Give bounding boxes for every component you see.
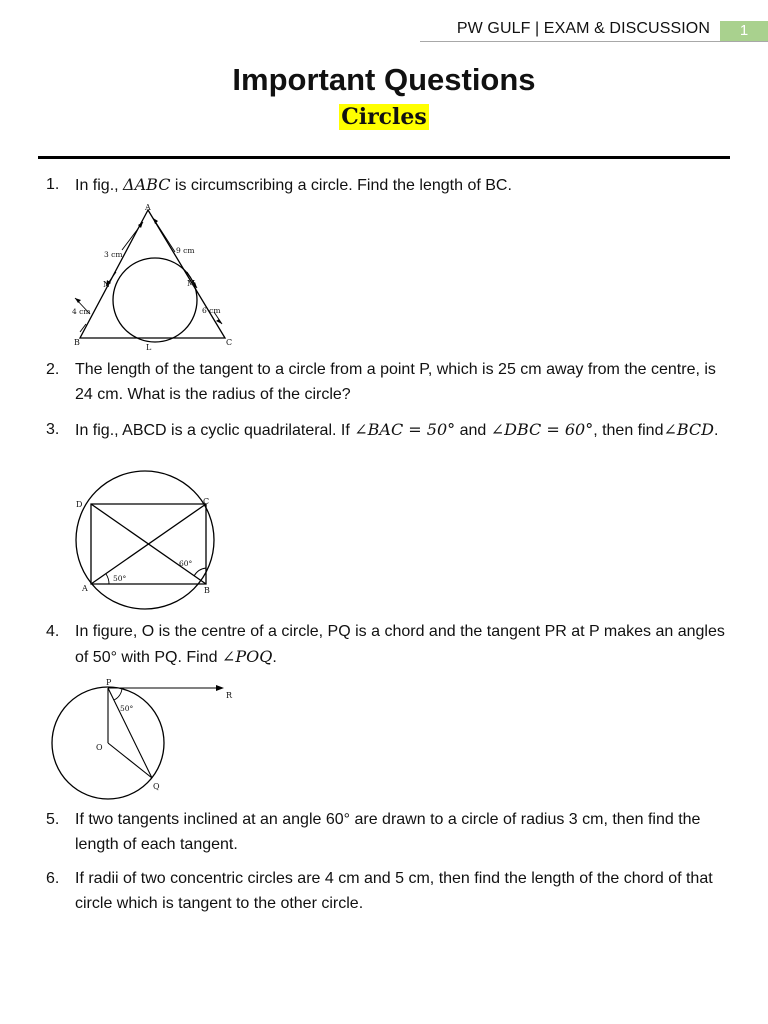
text-run: . — [714, 422, 719, 439]
label-a: A — [145, 203, 151, 212]
math-expression: ∠POQ — [221, 647, 273, 666]
question-3 — [46, 417, 736, 443]
label-9cm: 9 cm — [176, 246, 195, 255]
question-6 — [46, 866, 736, 916]
label-n: N — [103, 280, 110, 289]
title-rule — [38, 156, 730, 159]
figure-tangent-chord — [50, 676, 250, 796]
question-number: 5. — [46, 811, 60, 828]
question-text — [75, 172, 736, 198]
label-4cm: 4 cm — [72, 307, 91, 316]
question-text: If two tangents inclined at an angle 60° are drawn to a circle of radius 3 cm, then find the length of each tangent. — [75, 811, 701, 853]
question-text: If radii of two concentric circles are 4 cm and 5 cm, then find the length of the chord of that circle which is tangent to the other circle. — [75, 870, 713, 912]
label-m: M — [187, 279, 196, 288]
figure-cyclic-quadrilateral — [70, 490, 230, 600]
question-4 — [46, 619, 736, 670]
radius-oq — [108, 743, 152, 778]
label-60: 60° — [179, 559, 193, 568]
label-l: L — [146, 343, 152, 352]
label-b: B — [204, 586, 210, 595]
figure-triangle-incircle — [60, 200, 240, 355]
label-o: O — [96, 743, 103, 752]
label-p: P — [106, 678, 112, 687]
math-expression: ∠DBC = 60° — [490, 420, 594, 439]
text-run: . — [272, 649, 277, 666]
text-run: In figure, O is the centre of a circle, PQ is a chord and the tangent PR at P makes an angles of 50° with PQ. Find — [75, 623, 725, 666]
math-expression: ΔABC — [123, 175, 171, 194]
question-number: 2. — [46, 361, 60, 378]
triangle-abc — [80, 210, 225, 338]
question-number: 6. — [46, 870, 60, 887]
label-50: 50° — [120, 704, 134, 713]
label-d: D — [76, 500, 83, 509]
text-run: is circumscribing a circle. Find the length of BC. — [170, 177, 512, 194]
math-expression: ∠BAC = 50° — [354, 420, 456, 439]
label-b: B — [74, 338, 80, 347]
header-title: PW GULF | EXAM & DISCUSSION — [456, 20, 710, 37]
page-number: 1 — [720, 21, 768, 41]
question-number: 1. — [46, 176, 60, 193]
label-6cm: 6 cm — [202, 306, 221, 315]
question-number: 3. — [46, 421, 60, 438]
question-text — [75, 417, 736, 443]
subtitle-container — [0, 104, 768, 130]
text-run: In fig., ABCD is a cyclic quadrilateral. If — [75, 422, 355, 439]
question-1 — [46, 172, 736, 198]
circumcircle — [76, 471, 214, 609]
question-5 — [46, 807, 736, 857]
question-text: The length of the tangent to a circle from a point P, which is 25 cm away from the centre, is 24 cm. What is the radius of the circle? — [75, 361, 716, 403]
page-title: Important Questions — [232, 62, 536, 97]
math-expression: ∠BCD — [663, 420, 714, 439]
text-run: , then find — [593, 422, 664, 439]
question-2 — [46, 357, 736, 407]
text-run: In fig., — [75, 177, 124, 194]
label-a: A — [82, 584, 88, 593]
incircle — [113, 258, 197, 342]
angle-arc — [114, 688, 122, 700]
header-divider — [420, 41, 768, 42]
label-q: Q — [153, 782, 160, 791]
label-c: C — [203, 497, 210, 506]
label-c: C — [226, 338, 233, 347]
page-subtitle: Circles — [341, 104, 427, 130]
question-text — [75, 619, 736, 670]
question-number: 4. — [46, 623, 60, 640]
label-3cm: 3 cm — [104, 250, 123, 259]
angle-arc-a — [106, 574, 109, 584]
label-50: 50° — [113, 574, 127, 583]
text-run: and — [455, 422, 491, 439]
label-r: R — [226, 691, 233, 700]
